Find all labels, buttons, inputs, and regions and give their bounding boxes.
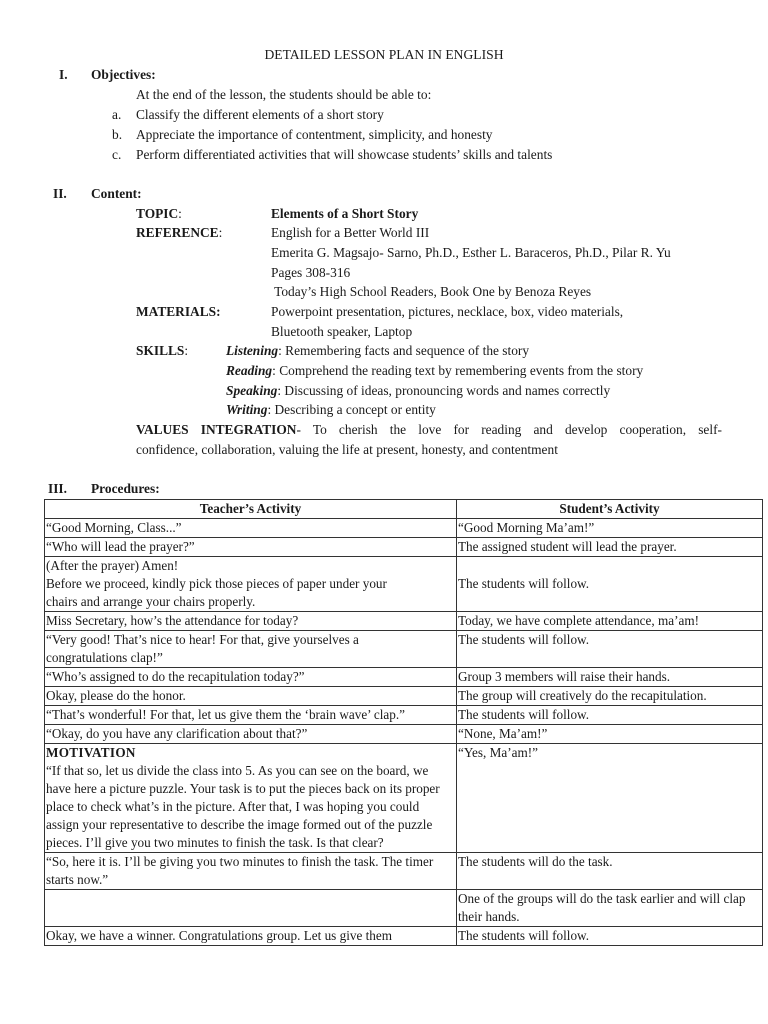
objective-text-c: Perform differentiated activities that will showcase students’ skills and talents [136, 147, 553, 162]
reference-line-2: Emerita G. Magsajo- Sarno, Ph.D., Esther L. Baraceros, Ph.D., Pilar R. Yu [271, 245, 671, 260]
table-row [45, 557, 763, 612]
procedures-heading: Procedures: [91, 481, 160, 496]
reference-line-4: Today’s High School Readers, Book One by Benoza Reyes [271, 284, 592, 299]
reference-line-1: English for a Better World III [271, 225, 430, 240]
objective-label-b: b. [112, 127, 123, 142]
objectives-heading: Objectives: [91, 67, 156, 82]
skills-label: SKILLS [136, 343, 185, 358]
table-row [45, 744, 763, 853]
values-text-1: - To cherish the love for reading and develop cooperation, self- [296, 422, 722, 437]
table-row [45, 668, 763, 687]
teacher-cell [45, 890, 457, 927]
topic-row [136, 206, 182, 222]
skill-desc: : Discussing of ideas, pronouncing words and names correctly [277, 383, 611, 398]
topic-colon: : [178, 206, 182, 221]
teacher-cell [45, 744, 457, 853]
values-label: VALUES INTEGRATION [136, 422, 297, 437]
skills-row [136, 343, 188, 359]
document-title: DETAILED LESSON PLAN IN ENGLISH [264, 47, 504, 62]
teacher-line: chairs and arrange your chairs properly. [46, 594, 256, 609]
materials-line-1: Powerpoint presentation, pictures, necklace, box, video materials, [271, 304, 624, 319]
skill-desc: : Comprehend the reading text by remembering events from the story [272, 363, 644, 378]
skill-name: Speaking [226, 383, 278, 398]
reference-row [136, 225, 222, 241]
materials-line-2: Bluetooth speaker, Laptop [271, 324, 413, 339]
content-number: II. [53, 186, 67, 201]
teacher-cell [45, 631, 457, 668]
table-header-row [45, 500, 763, 519]
table-row [45, 853, 763, 890]
values-integration-line-1 [136, 422, 722, 438]
teacher-cell: “Who’s assigned to do the recapitulation today?” [45, 668, 457, 687]
student-cell: One of the groups will do the task earlier and will clap their hands. [457, 890, 763, 927]
content-heading: Content: [91, 186, 142, 201]
motivation-heading: MOTIVATION [46, 745, 136, 760]
teacher-cell: “So, here it is. I’ll be giving you two minutes to finish the task. The timer starts now.” [45, 853, 457, 890]
student-cell: “Yes, Ma’am!” [457, 744, 763, 853]
student-cell: Group 3 members will raise their hands. [457, 668, 763, 687]
materials-label: MATERIALS: [136, 304, 221, 319]
objective-label-c: c. [112, 147, 122, 162]
column-header-student: Student’s Activity [457, 500, 763, 519]
teacher-line: (After the prayer) Amen! [46, 558, 179, 573]
student-cell: The students will follow. [457, 706, 763, 725]
column-header-teacher: Teacher’s Activity [45, 500, 457, 519]
objective-text-a: Classify the different elements of a short story [136, 107, 384, 122]
reference-colon: : [218, 225, 223, 240]
reference-line-3: Pages 308-316 [271, 265, 351, 280]
teacher-cell: “That’s wonderful! For that, let us give them the ‘brain wave’ clap.” [45, 706, 457, 725]
table-row [45, 519, 763, 538]
table-row [45, 612, 763, 631]
student-cell: “Good Morning Ma’am!” [457, 519, 763, 538]
student-cell: The assigned student will lead the prayer. [457, 538, 763, 557]
student-cell: “None, Ma’am!” [457, 725, 763, 744]
skill-name: Reading [226, 363, 273, 378]
table-row [45, 631, 763, 668]
procedures-number: III. [48, 481, 67, 496]
motivation-text: “If that so, let us divide the class into 5. As you can see on the board, we have here a picture puzzle. Your task is to put the pieces back on its proper place to check what’s in the picture. After that, I was hoping you could assign your representative to describe the image formed out of the puzzle pieces. I’ll give you two minutes to finish the task. Is that clear? [46, 763, 440, 850]
table-row [45, 706, 763, 725]
teacher-line: congratulations clap!” [46, 650, 163, 665]
teacher-cell: Miss Secretary, how’s the attendance for today? [45, 612, 457, 631]
student-cell: The students will follow. [457, 557, 763, 612]
table-row [45, 538, 763, 557]
objectives-number: I. [59, 67, 68, 82]
student-cell: The students will do the task. [457, 853, 763, 890]
skill-speaking [226, 383, 610, 399]
student-cell: The students will follow. [457, 927, 763, 946]
student-cell: The group will creatively do the recapitulation. [457, 687, 763, 706]
table-row [45, 890, 763, 927]
teacher-cell [45, 557, 457, 612]
table-row [45, 725, 763, 744]
teacher-cell: Okay, please do the honor. [45, 687, 457, 706]
teacher-cell: “Good Morning, Class...” [45, 519, 457, 538]
reference-label: REFERENCE [136, 225, 219, 240]
objective-text-b: Appreciate the importance of contentment, simplicity, and honesty [136, 127, 493, 142]
table-row [45, 687, 763, 706]
skill-listening [226, 343, 529, 359]
skill-writing [226, 402, 436, 418]
teacher-cell: “Who will lead the prayer?” [45, 538, 457, 557]
objectives-intro: At the end of the lesson, the students should be able to: [136, 87, 432, 102]
skill-desc: : Describing a concept or entity [267, 402, 436, 417]
skills-colon: : [184, 343, 189, 358]
teacher-cell: Okay, we have a winner. Congratulations group. Let us give them [45, 927, 457, 946]
teacher-line: “Very good! That’s nice to hear! For that, give yourselves a [46, 632, 359, 647]
skill-desc: : Remembering facts and sequence of the story [278, 343, 530, 358]
objective-label-a: a. [112, 107, 122, 122]
skill-name: Listening [226, 343, 279, 358]
teacher-line: Before we proceed, kindly pick those pieces of paper under your [46, 576, 387, 591]
skill-reading [226, 363, 643, 379]
topic-label: TOPIC [136, 206, 179, 221]
student-cell: Today, we have complete attendance, ma’am! [457, 612, 763, 631]
teacher-cell: “Okay, do you have any clarification about that?” [45, 725, 457, 744]
topic-value: Elements of a Short Story [271, 206, 419, 221]
student-cell: The students will follow. [457, 631, 763, 668]
skill-name: Writing [226, 402, 268, 417]
values-integration-line-2: confidence, collaboration, valuing the life at present, honesty, and contentment [136, 442, 558, 457]
procedures-table [44, 499, 763, 946]
table-row [45, 927, 763, 946]
